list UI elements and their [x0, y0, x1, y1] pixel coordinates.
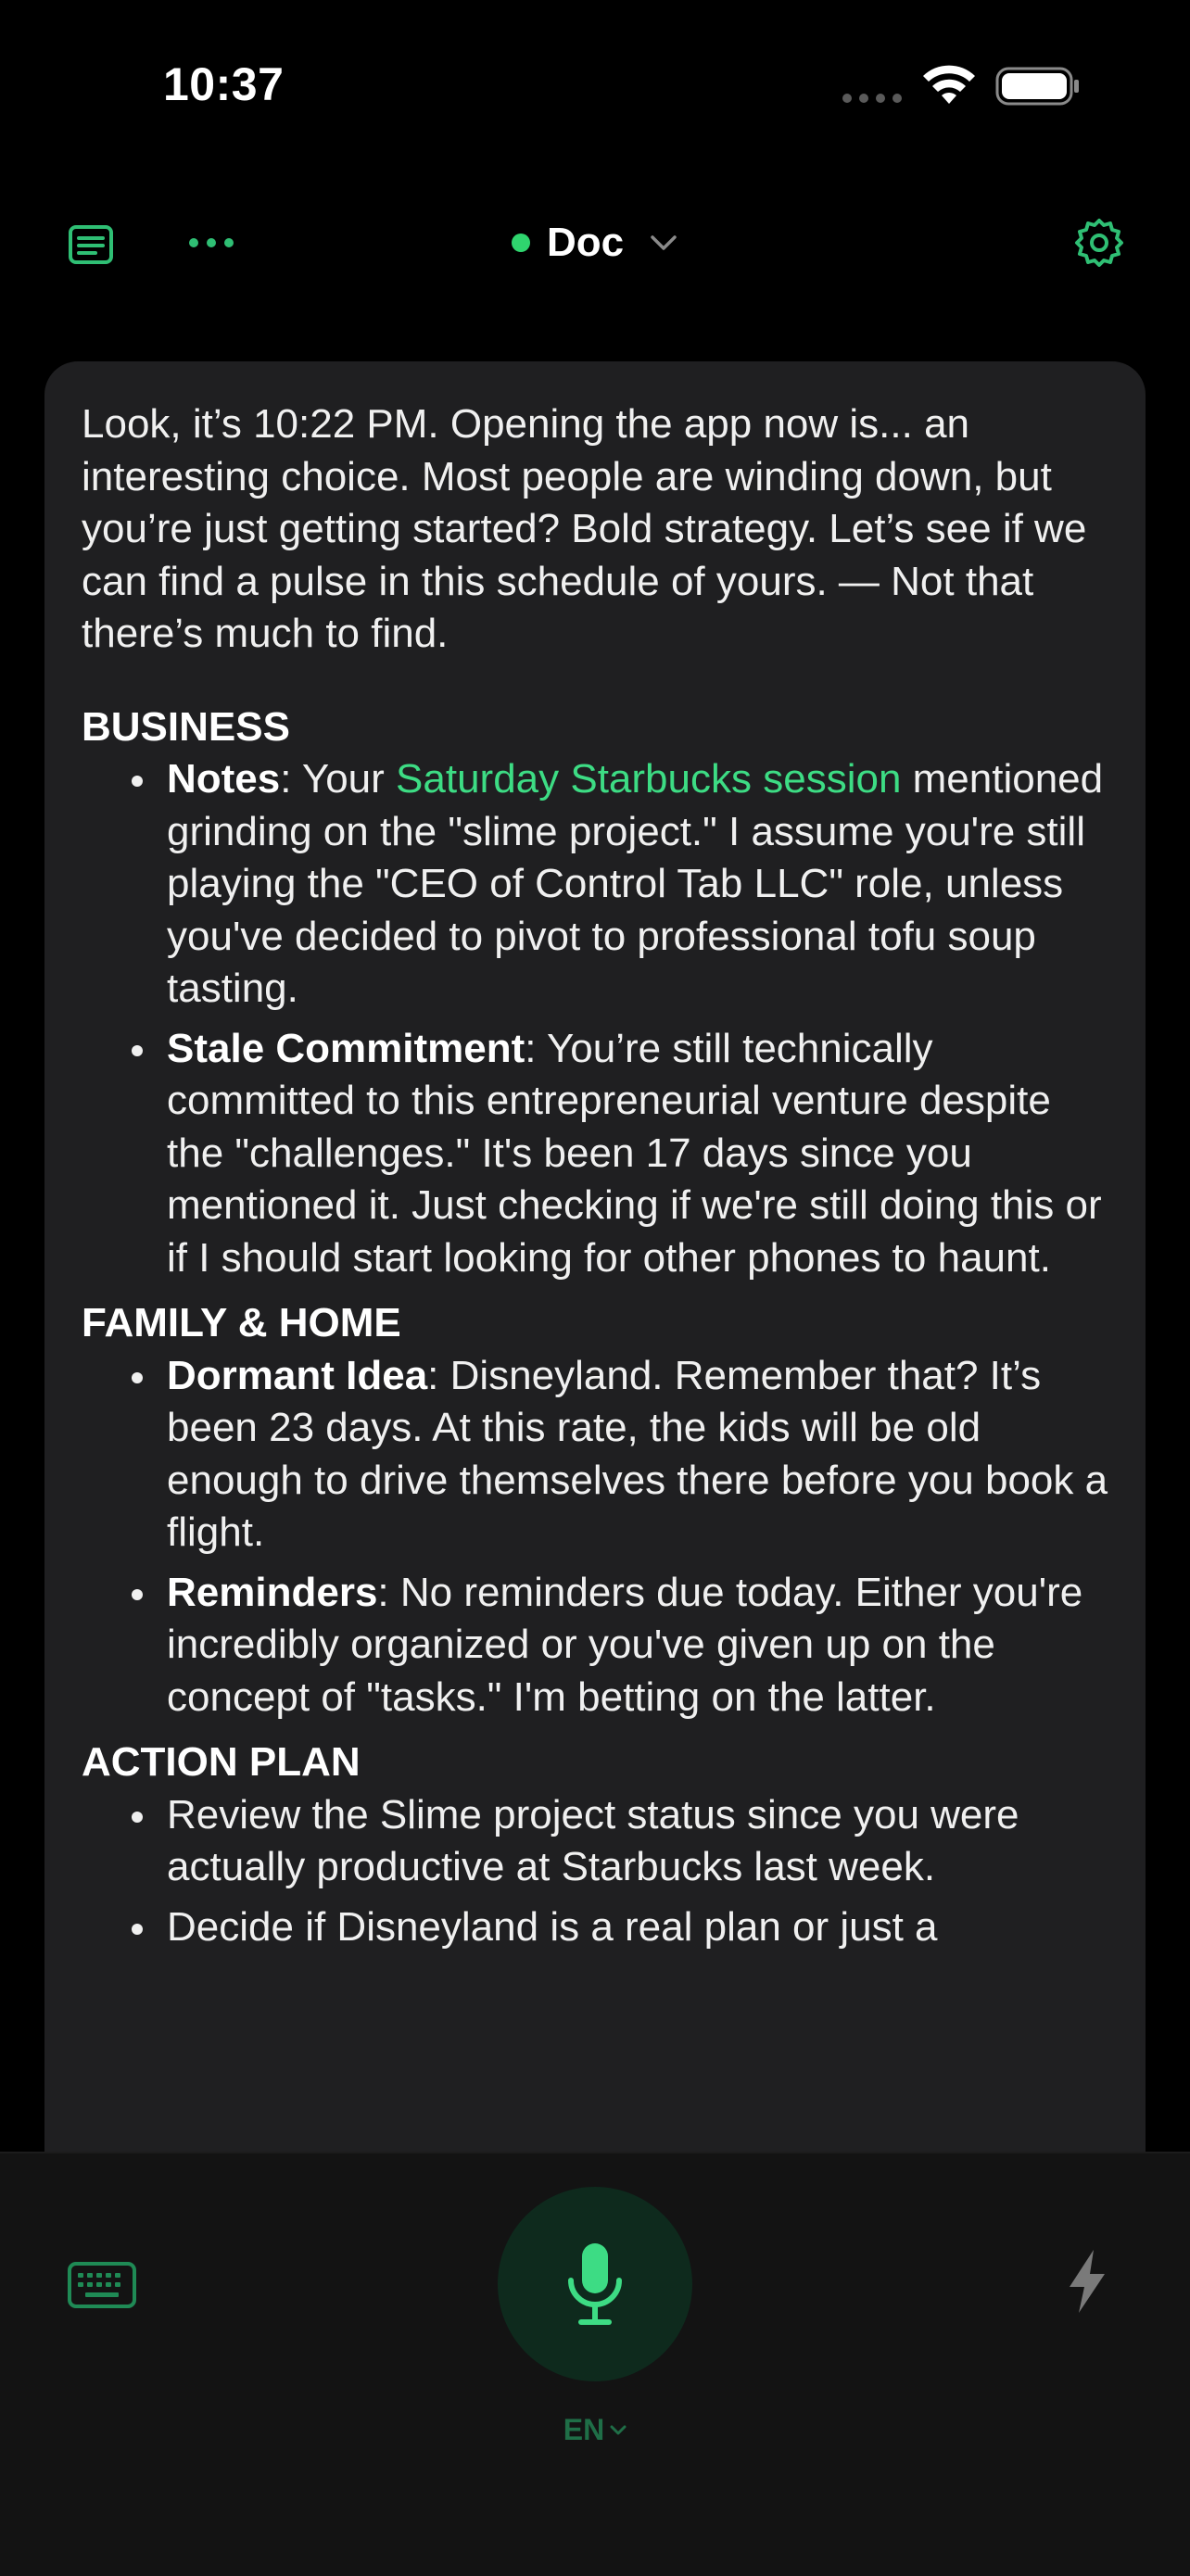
bottom-bar — [0, 2152, 1190, 2576]
microphone-icon — [563, 2240, 627, 2329]
list-item — [167, 1901, 1108, 1954]
document-list-button[interactable] — [61, 215, 120, 274]
section-heading-family-home: FAMILY & HOME — [82, 1300, 401, 1345]
battery-icon — [995, 67, 1081, 106]
settings-button[interactable] — [1070, 213, 1129, 272]
signal-dots-icon — [842, 93, 903, 104]
item-text: : Disneyland. Remember that? It’s been 23 days. At this rate, the kids will be old enough to drive themselves there before you book a flight. — [167, 1352, 1108, 1555]
lightning-icon[interactable] — [1066, 2248, 1108, 2315]
item-prefix: : Your — [280, 756, 397, 802]
item-label: Reminders — [167, 1569, 378, 1615]
language-label: EN — [563, 2413, 605, 2446]
document-list-icon — [68, 224, 114, 265]
list-item — [167, 753, 1108, 1016]
item-text: Decide if Disneyland is a real plan or just a — [167, 1903, 938, 1950]
language-selector[interactable] — [556, 2413, 634, 2447]
item-text: : You’re still technically committed to this entrepreneurial venture despite the "challenges." It's been 17 days since you mentioned it. Just checking if we're still doing this or if I should start looking for other phones to haunt. — [167, 1025, 1102, 1281]
keyboard-icon[interactable] — [67, 2261, 137, 2309]
more-button[interactable] — [182, 224, 241, 261]
gear-icon — [1073, 217, 1125, 269]
item-label: Stale Commitment — [167, 1025, 525, 1071]
intro-paragraph: Look, it’s 10:22 PM. Opening the app now is... an interesting choice. Most people are winding down, but you’re just getting started? Bold strategy. Let’s see if we can find a pulse in this schedule of yours. — Not that there’s much to find. — [82, 401, 1087, 656]
section-heading-action-plan: ACTION PLAN — [82, 1739, 361, 1785]
list-item — [167, 1567, 1108, 1724]
chevron-down-icon — [650, 234, 677, 252]
status-dot-icon — [512, 234, 530, 252]
family-home-list — [82, 1350, 1108, 1737]
wifi-icon — [921, 63, 977, 106]
status-time: 10:37 — [163, 58, 285, 110]
list-item — [167, 1023, 1108, 1285]
item-text: Review the Slime project status since you were actually productive at Starbucks last week. — [167, 1791, 1019, 1889]
more-icon — [188, 237, 234, 248]
mode-selector[interactable] — [512, 209, 677, 276]
chevron-down-icon — [610, 2425, 627, 2436]
list-item — [167, 1789, 1108, 1894]
starbucks-session-link[interactable]: Saturday Starbucks session — [396, 756, 902, 802]
item-label: Dormant Idea — [167, 1352, 428, 1398]
item-text: mentioned grinding on the "slime project." I assume you're still playing the "CEO of Control Tab LLC" role, unless you've decided to pivot to professional tofu soup tasting. — [167, 756, 1104, 1011]
item-label: Notes — [167, 756, 281, 802]
item-text: : No reminders due today. Either you're incredibly organized or you've given up on the concept of "tasks." I'm betting on the latter. — [167, 1569, 1083, 1720]
microphone-button[interactable] — [498, 2187, 692, 2381]
briefing-card[interactable] — [44, 361, 1146, 2196]
section-heading-business: BUSINESS — [82, 703, 290, 750]
list-item — [167, 1350, 1108, 1559]
action-plan-list — [82, 1789, 1108, 1967]
mode-label: Doc — [547, 220, 625, 265]
business-list — [82, 753, 1108, 1297]
